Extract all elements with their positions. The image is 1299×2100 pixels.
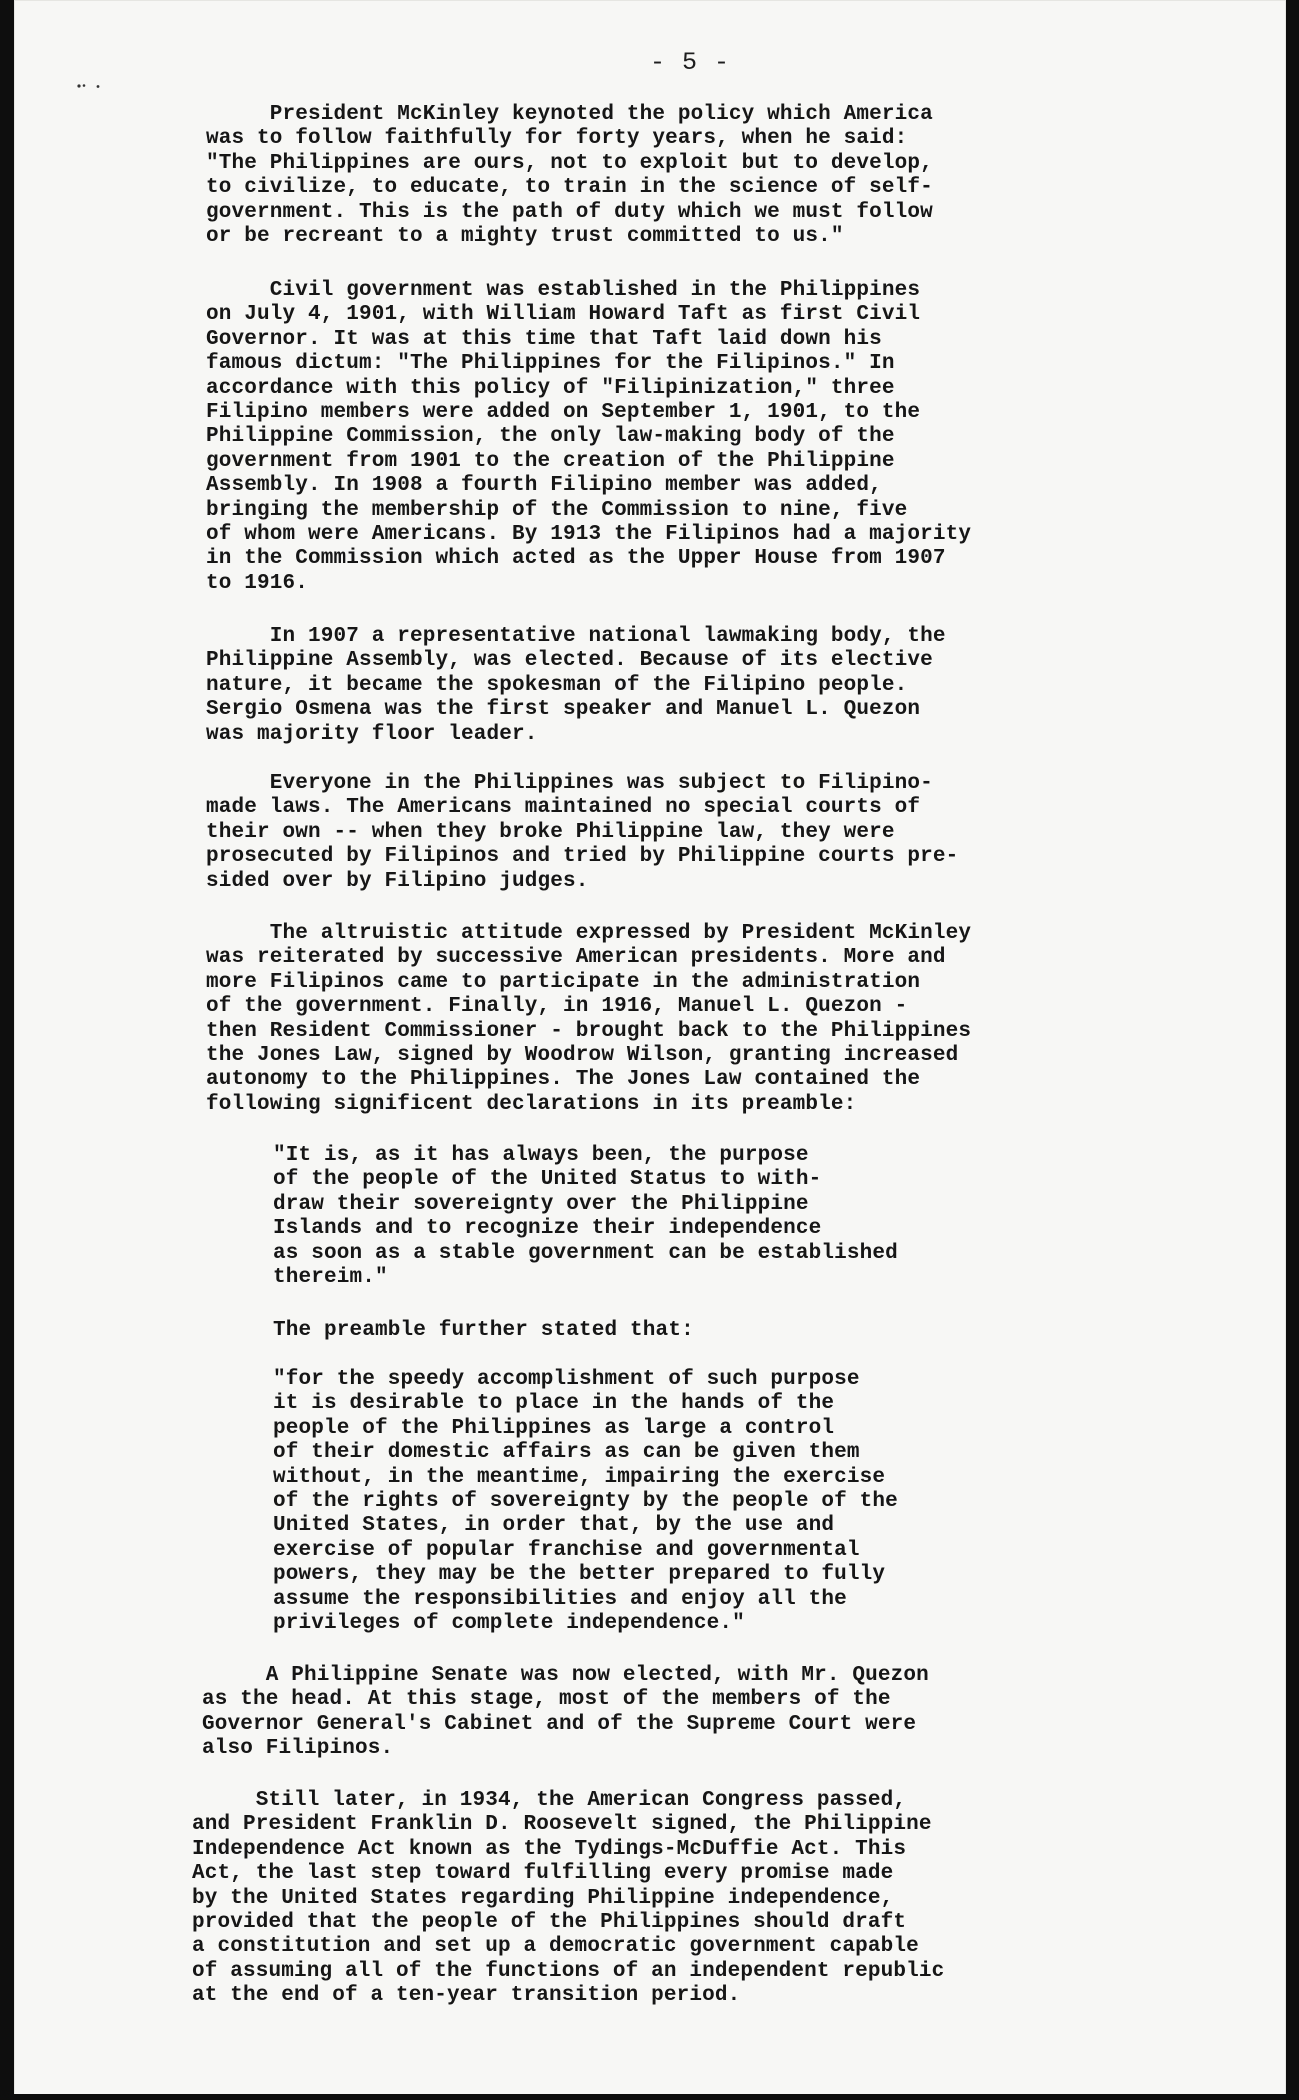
paragraph-civil-government: Civil government was established in the Philippines on July 4, 1901, with William Howard Taft as first Civil Governor. It was at this time that Taft laid down his famous dictum: "The Philippines for the Filipinos." In accordance with this policy of "Filipinization," three Filipino members were added on September 1, 1901, to the Philippine Commission, the only law-making body of the government from 1901 to the creation of the Philippine Assembly. In 1908 a fourth Filipino member was added, bringing the membership of the Commission to nine, five of whom were Americans. By 1913 the Filipinos had a majority in the Commission which acted as the Upper House from 1907 to 1916. (206, 279, 972, 595)
preamble-intro: The preamble further stated that: (273, 1319, 694, 1342)
paragraph-jones-law: The altruistic attitude expressed by President McKinley was reiterated by successive American presidents. More and more Filipinos came to participate in the administration of the government. Finally, in 1916, Manuel L. Quezon - then Resident Commissioner - brought back to the Philippines the Jones Law, signed by Woodrow Wilson, granting increased autonomy to the Philippines. The Jones Law contained the following significent declarations in its preamble: (206, 922, 972, 1116)
paragraph-tydings-mcduffie: Still later, in 1934, the American Congress passed, and President Franklin D. Roosevelt signed, the Philippine Independence Act known as the Tydings-McDuffie Act. This Act, the last step toward fulfilling every promise made by the United States regarding Philippine independence, provided that the people of the Philippines should draft a constitution and set up a democratic government capable of assuming all of the functions of an independent republic at the end of a ten-year transition period. (192, 1789, 945, 2008)
document-page (14, 0, 1286, 2100)
scan-speck-mark (76, 82, 100, 90)
paragraph-philippine-senate: A Philippine Senate was now elected, with Mr. Quezon as the head. At this stage, most of the members of the Governor General's Cabinet and of the Supreme Court were also Filipinos. (202, 1664, 929, 1761)
paragraph-filipino-laws: Everyone in the Philippines was subject to Filipino- made laws. The Americans maintained no special courts of their own -- when they broke Philippine law, they were prosecuted by Filipinos and tried by Philippine courts pre- sided over by Filipino judges. (206, 772, 959, 893)
quote-jones-law-preamble: "for the speedy accomplishment of such purpose it is desirable to place in the hands of the people of the Philippines as large a control of their domestic affairs as can be given them without, in the meantime, impairing the exercise of the rights of sovereignty by the people of the United States, in order that, by the use and exercise of popular franchise and governmental powers, they may be the better prepared to fully assume the responsibilities and enjoy all the privileges of complete independence." (273, 1368, 898, 1636)
paragraph-philippine-assembly: In 1907 a representative national lawmaking body, the Philippine Assembly, was elected. Because of its elective nature, it became the spokesman of the Filipino people. Sergio Osmena was the first speaker and Manuel L. Quezon was majority floor leader. (206, 625, 946, 746)
scan-border-bottom (0, 2094, 1299, 2100)
page-number: - 5 - (650, 48, 731, 77)
scan-border-right (1286, 0, 1299, 2100)
paragraph-mckinley-policy: President McKinley keynoted the policy which America was to follow faithfully for forty years, when he said: "The Philippines are ours, not to exploit but to develop, to civilize, to educate, to train in the science of self- government. This is the path of duty which we must follow or be recreant to a mighty trust committed to us." (206, 103, 933, 249)
quote-jones-law-purpose: "It is, as it has always been, the purpose of the people of the United Status to with- draw their sovereignty over the Philippine Islands and to recognize their independence as soon as a stable government can be established thereim." (273, 1144, 898, 1290)
scan-border-left (0, 0, 14, 2100)
